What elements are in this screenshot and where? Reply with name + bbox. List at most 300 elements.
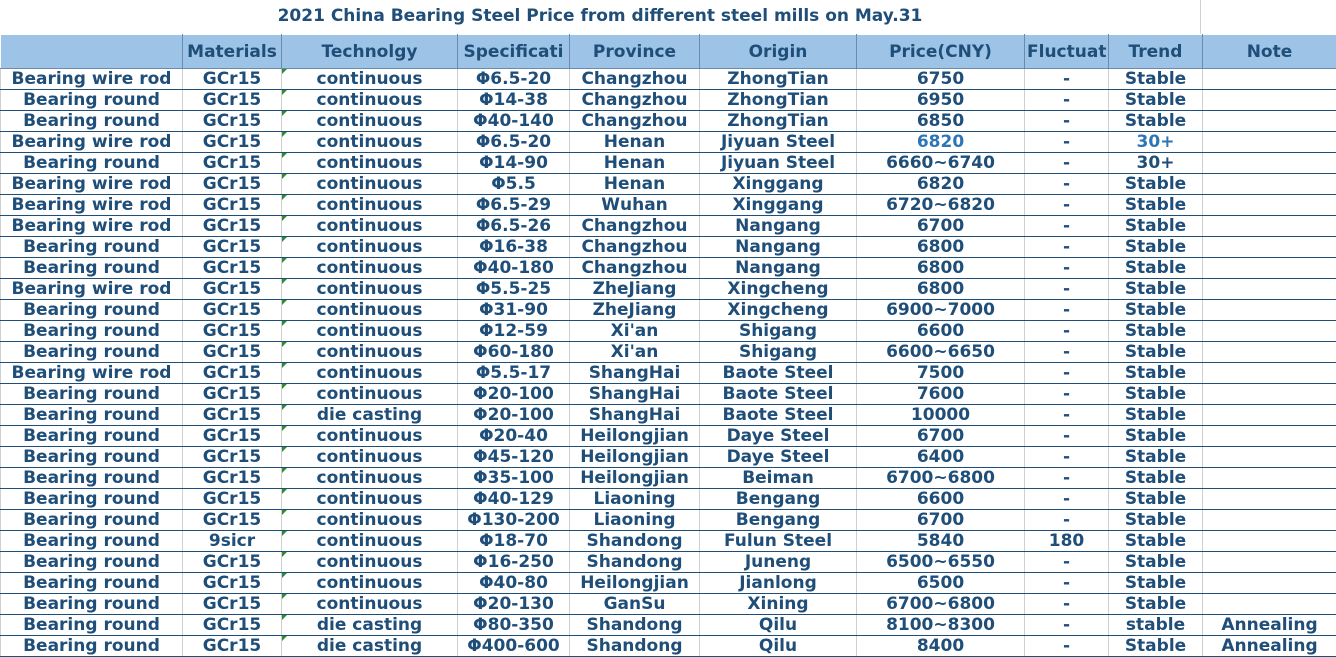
province-cell[interactable]: Heilongjian [570,573,700,594]
materials-cell[interactable]: GCr15 [183,384,282,405]
price-cell[interactable]: 7500 [857,363,1025,384]
technology-cell[interactable]: continuous [282,489,458,510]
province-cell[interactable]: ZheJiang [570,279,700,300]
header-cell-note[interactable]: Note [1203,35,1336,69]
price-cell[interactable]: 8100~8300 [857,615,1025,636]
specification-cell[interactable]: Φ31-90 [458,300,570,321]
specification-cell[interactable]: Φ20-130 [458,594,570,615]
origin-cell[interactable]: Fulun Steel [700,531,857,552]
fluctuation-cell[interactable]: - [1025,132,1109,153]
materials-cell[interactable]: 9sicr [183,531,282,552]
price-cell[interactable]: 6820 [857,132,1025,153]
note-cell[interactable] [1203,468,1336,489]
materials-cell[interactable]: GCr15 [183,300,282,321]
price-cell[interactable]: 6700~6800 [857,468,1025,489]
materials-cell[interactable]: GCr15 [183,552,282,573]
materials-cell[interactable]: GCr15 [183,279,282,300]
type-cell[interactable]: Bearing round [1,342,183,363]
note-cell[interactable] [1203,426,1336,447]
price-cell[interactable]: 8400 [857,636,1025,657]
type-cell[interactable]: Bearing round [1,552,183,573]
fluctuation-cell[interactable]: - [1025,615,1109,636]
type-cell[interactable]: Bearing wire rod [1,69,183,90]
header-cell-specification[interactable]: Specificati [458,35,570,69]
origin-cell[interactable]: Qilu [700,615,857,636]
trend-cell[interactable]: Stable [1109,216,1203,237]
technology-cell[interactable]: die casting [282,615,458,636]
note-cell[interactable]: Annealing [1203,636,1336,657]
type-cell[interactable]: Bearing round [1,237,183,258]
origin-cell[interactable]: Jiyuan Steel [700,153,857,174]
origin-cell[interactable]: Nangang [700,258,857,279]
fluctuation-cell[interactable]: - [1025,300,1109,321]
materials-cell[interactable]: GCr15 [183,258,282,279]
province-cell[interactable]: Shandong [570,552,700,573]
specification-cell[interactable]: Φ20-100 [458,405,570,426]
specification-cell[interactable]: Φ14-38 [458,90,570,111]
specification-cell[interactable]: Φ45-120 [458,447,570,468]
origin-cell[interactable]: Baote Steel [700,405,857,426]
note-cell[interactable] [1203,300,1336,321]
trend-cell[interactable]: Stable [1109,531,1203,552]
province-cell[interactable]: Changzhou [570,216,700,237]
origin-cell[interactable]: ZhongTian [700,90,857,111]
price-cell[interactable]: 6700~6800 [857,594,1025,615]
price-cell[interactable]: 6820 [857,174,1025,195]
technology-cell[interactable]: continuous [282,69,458,90]
fluctuation-cell[interactable]: - [1025,342,1109,363]
fluctuation-cell[interactable]: - [1025,594,1109,615]
note-cell[interactable] [1203,447,1336,468]
price-cell[interactable]: 6800 [857,279,1025,300]
fluctuation-cell[interactable]: - [1025,573,1109,594]
trend-cell[interactable]: Stable [1109,300,1203,321]
fluctuation-cell[interactable]: - [1025,384,1109,405]
technology-cell[interactable]: continuous [282,300,458,321]
materials-cell[interactable]: GCr15 [183,468,282,489]
price-cell[interactable]: 6700 [857,216,1025,237]
materials-cell[interactable]: GCr15 [183,447,282,468]
table-row [1,174,1336,195]
trend-cell[interactable]: Stable [1109,552,1203,573]
specification-cell[interactable]: Φ6.5-29 [458,195,570,216]
note-cell[interactable] [1203,153,1336,174]
fluctuation-cell[interactable]: - [1025,216,1109,237]
specification-cell[interactable]: Φ5.5-17 [458,363,570,384]
note-cell[interactable] [1203,510,1336,531]
type-cell[interactable]: Bearing round [1,594,183,615]
specification-cell[interactable]: Φ35-100 [458,468,570,489]
header-cell-price[interactable]: Price(CNY) [857,35,1025,69]
technology-cell[interactable]: continuous [282,111,458,132]
table-row [1,552,1336,573]
origin-cell[interactable]: Xingcheng [700,300,857,321]
price-cell[interactable]: 5840 [857,531,1025,552]
price-cell[interactable]: 6720~6820 [857,195,1025,216]
price-cell[interactable]: 6400 [857,447,1025,468]
fluctuation-cell[interactable]: - [1025,510,1109,531]
header-cell-technology[interactable]: Technolgy [282,35,458,69]
technology-cell[interactable]: continuous [282,132,458,153]
fluctuation-cell[interactable]: - [1025,90,1109,111]
specification-cell[interactable]: Φ40-129 [458,489,570,510]
origin-cell[interactable]: Xinggang [700,195,857,216]
trend-cell[interactable]: Stable [1109,69,1203,90]
materials-cell[interactable]: GCr15 [183,237,282,258]
type-cell[interactable]: Bearing round [1,111,183,132]
origin-cell[interactable]: Xinggang [700,174,857,195]
province-cell[interactable]: Henan [570,153,700,174]
origin-cell[interactable]: Xingcheng [700,279,857,300]
materials-cell[interactable]: GCr15 [183,132,282,153]
price-cell[interactable]: 6700 [857,510,1025,531]
trend-cell[interactable]: Stable [1109,342,1203,363]
fluctuation-cell[interactable]: - [1025,174,1109,195]
specification-cell[interactable]: Φ60-180 [458,342,570,363]
type-cell[interactable]: Bearing round [1,90,183,111]
note-cell[interactable] [1203,594,1336,615]
materials-cell[interactable]: GCr15 [183,174,282,195]
title-row [0,0,1201,34]
type-cell[interactable]: Bearing round [1,447,183,468]
type-cell[interactable]: Bearing round [1,531,183,552]
specification-cell[interactable]: Φ18-70 [458,531,570,552]
trend-cell[interactable]: Stable [1109,195,1203,216]
province-cell[interactable]: Shandong [570,615,700,636]
trend-cell[interactable]: Stable [1109,468,1203,489]
header-cell-province[interactable]: Province [570,35,700,69]
materials-cell[interactable]: GCr15 [183,363,282,384]
note-cell[interactable] [1203,552,1336,573]
note-cell[interactable] [1203,531,1336,552]
fluctuation-cell[interactable]: - [1025,279,1109,300]
province-cell[interactable]: Henan [570,174,700,195]
origin-cell[interactable]: Shigang [700,321,857,342]
province-cell[interactable]: Changzhou [570,237,700,258]
trend-cell[interactable]: stable [1109,615,1203,636]
table-row [1,216,1336,237]
materials-cell[interactable]: GCr15 [183,510,282,531]
price-cell[interactable]: 6950 [857,90,1025,111]
technology-cell[interactable]: die casting [282,636,458,657]
materials-cell[interactable]: GCr15 [183,426,282,447]
note-cell[interactable] [1203,489,1336,510]
province-cell[interactable]: Shandong [570,636,700,657]
materials-cell[interactable]: GCr15 [183,195,282,216]
technology-cell[interactable]: continuous [282,447,458,468]
price-cell[interactable]: 6800 [857,237,1025,258]
note-cell[interactable] [1203,363,1336,384]
province-cell[interactable]: Liaoning [570,489,700,510]
technology-cell[interactable]: continuous [282,552,458,573]
type-cell[interactable]: Bearing wire rod [1,132,183,153]
technology-cell[interactable]: die casting [282,405,458,426]
technology-cell[interactable]: continuous [282,321,458,342]
note-cell[interactable] [1203,174,1336,195]
technology-cell[interactable]: continuous [282,510,458,531]
origin-cell[interactable]: Bengang [700,489,857,510]
technology-cell[interactable]: continuous [282,237,458,258]
specification-cell[interactable]: Φ40-80 [458,573,570,594]
fluctuation-cell[interactable]: - [1025,111,1109,132]
province-cell[interactable]: Xi'an [570,342,700,363]
origin-cell[interactable]: Xining [700,594,857,615]
price-cell[interactable]: 6500 [857,573,1025,594]
specification-cell[interactable]: Φ20-100 [458,384,570,405]
province-cell[interactable]: Liaoning [570,510,700,531]
origin-cell[interactable]: Nangang [700,237,857,258]
province-cell[interactable]: Shandong [570,531,700,552]
province-cell[interactable]: Changzhou [570,111,700,132]
type-cell[interactable]: Bearing round [1,426,183,447]
trend-cell[interactable]: Stable [1109,510,1203,531]
price-cell[interactable]: 6600~6650 [857,342,1025,363]
origin-cell[interactable]: ZhongTian [700,111,857,132]
table-row [1,321,1336,342]
trend-cell[interactable]: Stable [1109,111,1203,132]
specification-cell[interactable]: Φ16-38 [458,237,570,258]
materials-cell[interactable]: GCr15 [183,321,282,342]
note-cell[interactable] [1203,237,1336,258]
specification-cell[interactable]: Φ6.5-20 [458,132,570,153]
price-cell[interactable]: 6850 [857,111,1025,132]
fluctuation-cell[interactable]: - [1025,258,1109,279]
header-cell-type[interactable] [1,35,183,69]
technology-cell[interactable]: continuous [282,216,458,237]
specification-cell[interactable]: Φ5.5 [458,174,570,195]
note-cell[interactable] [1203,132,1336,153]
origin-cell[interactable]: ZhongTian [700,69,857,90]
note-cell[interactable] [1203,573,1336,594]
origin-cell[interactable]: Bengang [700,510,857,531]
note-cell[interactable] [1203,90,1336,111]
technology-cell[interactable]: continuous [282,426,458,447]
fluctuation-cell[interactable]: - [1025,237,1109,258]
note-cell[interactable] [1203,405,1336,426]
type-cell[interactable]: Bearing round [1,636,183,657]
table-row [1,342,1336,363]
fluctuation-cell[interactable]: - [1025,321,1109,342]
province-cell[interactable]: Heilongjian [570,447,700,468]
origin-cell[interactable]: Shigang [700,342,857,363]
materials-cell[interactable]: GCr15 [183,216,282,237]
type-cell[interactable]: Bearing round [1,258,183,279]
trend-cell[interactable]: Stable [1109,258,1203,279]
specification-cell[interactable]: Φ80-350 [458,615,570,636]
header-cell-materials[interactable]: Materials [183,35,282,69]
specification-cell[interactable]: Φ40-180 [458,258,570,279]
fluctuation-cell[interactable]: - [1025,69,1109,90]
type-cell[interactable]: Bearing wire rod [1,195,183,216]
trend-cell[interactable]: Stable [1109,384,1203,405]
origin-cell[interactable]: Daye Steel [700,426,857,447]
type-cell[interactable]: Bearing round [1,468,183,489]
province-cell[interactable]: ShangHai [570,384,700,405]
fluctuation-cell[interactable]: 180 [1025,531,1109,552]
type-cell[interactable]: Bearing wire rod [1,216,183,237]
province-cell[interactable]: Heilongjian [570,468,700,489]
type-cell[interactable]: Bearing round [1,615,183,636]
table-body [1,69,1336,657]
specification-cell[interactable]: Φ14-90 [458,153,570,174]
trend-cell[interactable]: Stable [1109,426,1203,447]
trend-cell[interactable]: Stable [1109,174,1203,195]
materials-cell[interactable]: GCr15 [183,573,282,594]
materials-cell[interactable]: GCr15 [183,69,282,90]
province-cell[interactable]: GanSu [570,594,700,615]
note-cell[interactable] [1203,279,1336,300]
fluctuation-cell[interactable]: - [1025,552,1109,573]
specification-cell[interactable]: Φ6.5-20 [458,69,570,90]
technology-cell[interactable]: continuous [282,531,458,552]
materials-cell[interactable]: GCr15 [183,615,282,636]
fluctuation-cell[interactable]: - [1025,405,1109,426]
province-cell[interactable]: Changzhou [570,90,700,111]
note-cell[interactable] [1203,195,1336,216]
fluctuation-cell[interactable]: - [1025,447,1109,468]
origin-cell[interactable]: Baote Steel [700,363,857,384]
province-cell[interactable]: Henan [570,132,700,153]
price-cell[interactable]: 10000 [857,405,1025,426]
note-cell[interactable] [1203,342,1336,363]
materials-cell[interactable]: GCr15 [183,153,282,174]
fluctuation-cell[interactable]: - [1025,468,1109,489]
type-cell[interactable]: Bearing round [1,384,183,405]
note-cell[interactable] [1203,258,1336,279]
trend-cell[interactable]: Stable [1109,321,1203,342]
fluctuation-cell[interactable]: - [1025,489,1109,510]
materials-cell[interactable]: GCr15 [183,489,282,510]
technology-cell[interactable]: continuous [282,195,458,216]
trend-cell[interactable]: 30+ [1109,153,1203,174]
origin-cell[interactable]: Daye Steel [700,447,857,468]
technology-cell[interactable]: continuous [282,90,458,111]
trend-cell[interactable]: Stable [1109,237,1203,258]
header-cell-fluctuation[interactable]: Fluctuat [1025,35,1109,69]
specification-cell[interactable]: Φ16-250 [458,552,570,573]
origin-cell[interactable]: Nangang [700,216,857,237]
type-cell[interactable]: Bearing round [1,300,183,321]
origin-cell[interactable]: Baote Steel [700,384,857,405]
materials-cell[interactable]: GCr15 [183,636,282,657]
technology-cell[interactable]: continuous [282,468,458,489]
price-cell[interactable]: 6660~6740 [857,153,1025,174]
price-cell[interactable]: 6750 [857,69,1025,90]
technology-cell[interactable]: continuous [282,594,458,615]
trend-cell[interactable]: Stable [1109,594,1203,615]
trend-cell[interactable]: Stable [1109,90,1203,111]
specification-cell[interactable]: Φ400-600 [458,636,570,657]
materials-cell[interactable]: GCr15 [183,405,282,426]
type-cell[interactable]: Bearing round [1,573,183,594]
origin-cell[interactable]: Beiman [700,468,857,489]
province-cell[interactable]: ZheJiang [570,300,700,321]
trend-cell[interactable]: Stable [1109,405,1203,426]
type-cell[interactable]: Bearing wire rod [1,363,183,384]
province-cell[interactable]: Xi'an [570,321,700,342]
materials-cell[interactable]: GCr15 [183,90,282,111]
technology-cell[interactable]: continuous [282,384,458,405]
price-cell[interactable]: 6700 [857,426,1025,447]
fluctuation-cell[interactable]: - [1025,153,1109,174]
origin-cell[interactable]: Jiyuan Steel [700,132,857,153]
specification-cell[interactable]: Φ12-59 [458,321,570,342]
table-row [1,405,1336,426]
province-cell[interactable]: ShangHai [570,363,700,384]
price-cell[interactable]: 6900~7000 [857,300,1025,321]
trend-cell[interactable]: Stable [1109,279,1203,300]
header-cell-trend[interactable]: Trend [1109,35,1203,69]
type-cell[interactable]: Bearing round [1,153,183,174]
type-cell[interactable]: Bearing round [1,510,183,531]
trend-cell[interactable]: Stable [1109,489,1203,510]
header-cell-origin[interactable]: Origin [700,35,857,69]
technology-cell[interactable]: continuous [282,258,458,279]
fluctuation-cell[interactable]: - [1025,636,1109,657]
specification-cell[interactable]: Φ20-40 [458,426,570,447]
note-cell[interactable] [1203,216,1336,237]
origin-cell[interactable]: Juneng [700,552,857,573]
technology-cell[interactable]: continuous [282,153,458,174]
fluctuation-cell[interactable]: - [1025,195,1109,216]
specification-cell[interactable]: Φ40-140 [458,111,570,132]
origin-cell[interactable]: Qilu [700,636,857,657]
price-cell[interactable]: 6500~6550 [857,552,1025,573]
trend-cell[interactable]: 30+ [1109,132,1203,153]
materials-cell[interactable]: GCr15 [183,342,282,363]
province-cell[interactable]: Changzhou [570,69,700,90]
specification-cell[interactable]: Φ6.5-26 [458,216,570,237]
trend-cell[interactable]: Stable [1109,447,1203,468]
table-row [1,384,1336,405]
type-cell[interactable]: Bearing round [1,405,183,426]
trend-cell[interactable]: Stable [1109,363,1203,384]
specification-cell[interactable]: Φ130-200 [458,510,570,531]
trend-cell[interactable]: Stable [1109,636,1203,657]
trend-cell[interactable]: Stable [1109,573,1203,594]
technology-cell[interactable]: continuous [282,279,458,300]
price-cell[interactable]: 6600 [857,489,1025,510]
note-cell[interactable] [1203,111,1336,132]
type-cell[interactable]: Bearing wire rod [1,279,183,300]
technology-cell[interactable]: continuous [282,573,458,594]
price-cell[interactable]: 6600 [857,321,1025,342]
province-cell[interactable]: Wuhan [570,195,700,216]
origin-cell[interactable]: Jianlong [700,573,857,594]
technology-cell[interactable]: continuous [282,174,458,195]
note-cell[interactable] [1203,384,1336,405]
type-cell[interactable]: Bearing round [1,321,183,342]
specification-cell[interactable]: Φ5.5-25 [458,279,570,300]
materials-cell[interactable]: GCr15 [183,111,282,132]
type-cell[interactable]: Bearing round [1,489,183,510]
table-row [1,594,1336,615]
note-cell[interactable]: Annealing [1203,615,1336,636]
note-cell[interactable] [1203,321,1336,342]
price-cell[interactable]: 7600 [857,384,1025,405]
type-cell[interactable]: Bearing wire rod [1,174,183,195]
technology-cell[interactable]: continuous [282,342,458,363]
materials-cell[interactable]: GCr15 [183,594,282,615]
price-cell[interactable]: 6800 [857,258,1025,279]
province-cell[interactable]: Heilongjian [570,426,700,447]
fluctuation-cell[interactable]: - [1025,363,1109,384]
technology-cell[interactable]: continuous [282,363,458,384]
fluctuation-cell[interactable]: - [1025,426,1109,447]
note-cell[interactable] [1203,69,1336,90]
province-cell[interactable]: Changzhou [570,258,700,279]
province-cell[interactable]: ShangHai [570,405,700,426]
